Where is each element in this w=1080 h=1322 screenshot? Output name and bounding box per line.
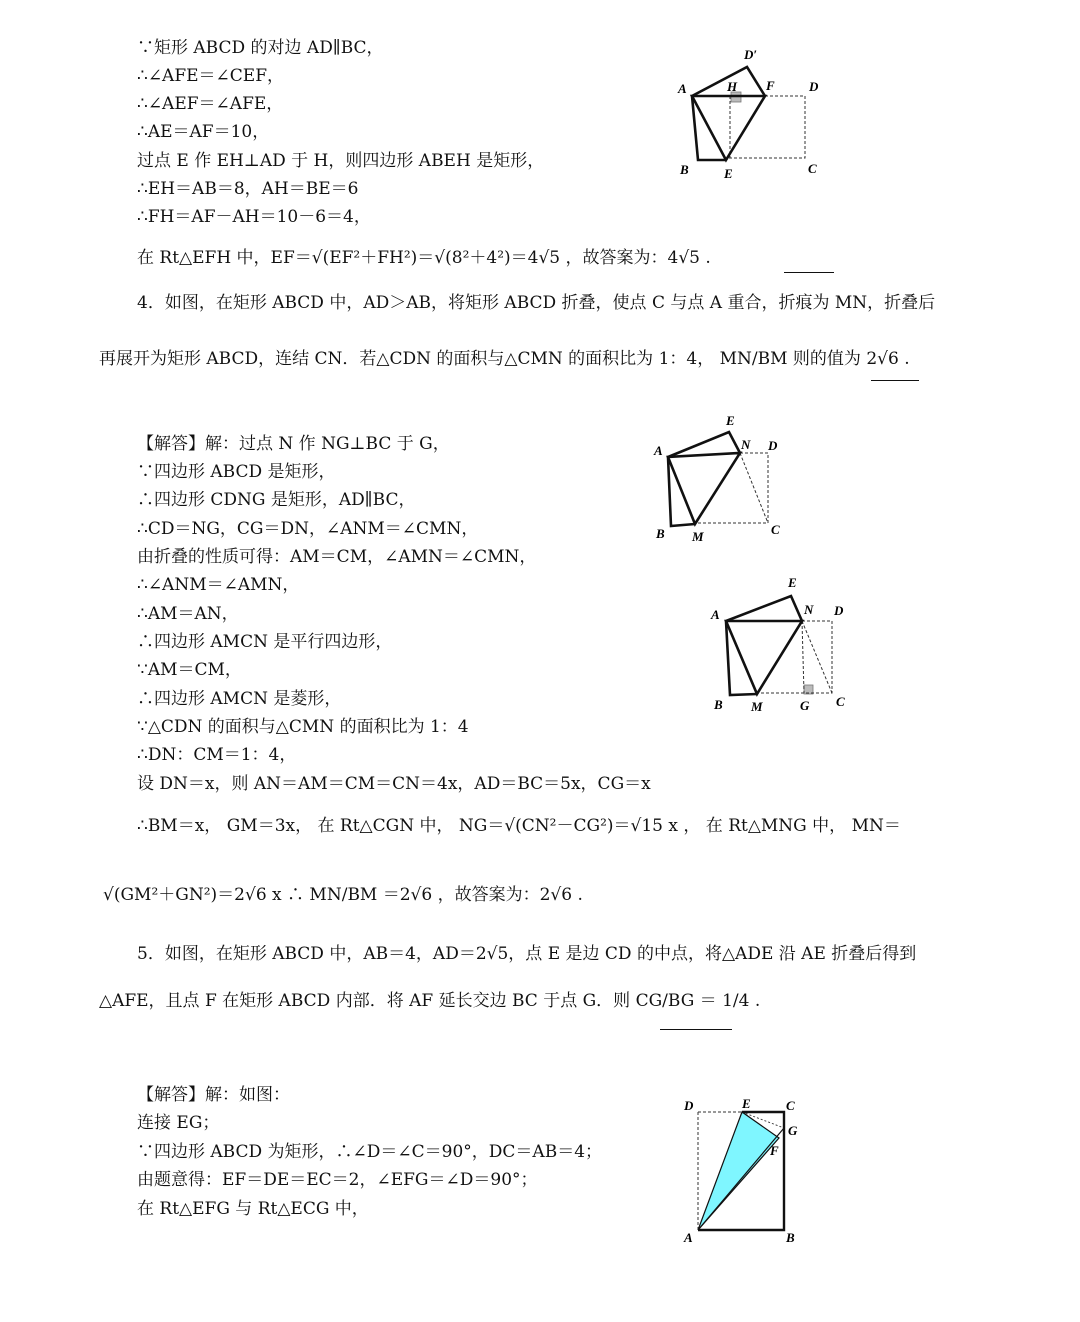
text-line: ∴AM＝AN， — [137, 604, 239, 624]
text-line: ∴四边形 AMCN 是菱形， — [137, 689, 342, 709]
label-A: A — [684, 1230, 693, 1245]
label-C: C — [808, 161, 817, 176]
label-D: D — [834, 603, 844, 618]
label-C: C — [786, 1098, 795, 1113]
label-C: C — [836, 694, 845, 709]
text-line: ∴BM＝x， GM＝3x， 在 Rt△CGN 中， NG＝√(CN²－CG²)＝√15 x ， 在 Rt△MNG 中， MN＝ — [137, 816, 901, 836]
label-D: D — [809, 79, 819, 94]
label-B: B — [786, 1230, 795, 1245]
label-M: M — [692, 529, 704, 544]
label-M: M — [751, 699, 763, 714]
text-line: 设 DN＝x，则 AN＝AM＝CM＝CN＝4x，AD＝BC＝5x，CG＝x — [137, 774, 651, 794]
label-C: C — [771, 522, 780, 537]
figure-fold-rectangle-3 — [705, 572, 855, 717]
text-line: 过点 E 作 EH⊥AD 于 H，则四边形 ABEH 是矩形， — [137, 151, 545, 171]
text-line: ∵AM＝CM， — [137, 660, 242, 680]
label-A: A — [711, 607, 720, 622]
label-A: A — [678, 81, 687, 96]
label-H: H — [727, 79, 738, 94]
text-line: ∴CD＝NG，CG＝DN，∠ANM＝∠CMN， — [137, 519, 479, 539]
text-line: ∴∠AEF＝∠AFE， — [137, 94, 284, 114]
text-line: 【解答】解：如图： — [137, 1085, 290, 1105]
label-E: E — [788, 575, 797, 590]
problem5-line2: △AFE，且点 F 在矩形 ABCD 内部．将 AF 延长交边 BC 于点 G．则 CG/BG ＝ 1/4 . — [99, 991, 761, 1011]
label-B: B — [714, 697, 723, 712]
label-F: F — [766, 78, 775, 93]
label-G: G — [800, 698, 810, 713]
figure-rectangle-shaded — [680, 1095, 810, 1250]
text-line: ∴四边形 CDNG 是矩形，AD∥BC， — [137, 490, 416, 510]
label-E: E — [726, 413, 735, 428]
text-line: ∴AE＝AF＝10， — [137, 122, 270, 142]
label-N: N — [741, 437, 751, 452]
answer-underline — [660, 1029, 732, 1030]
label-N: N — [804, 602, 814, 617]
label-E: E — [742, 1096, 751, 1111]
label-D: D — [684, 1098, 694, 1113]
label-A: A — [654, 443, 663, 458]
text-line: 由题意得：EF＝DE＝EC＝2，∠EFG＝∠D＝90°； — [137, 1170, 538, 1190]
label-E: E — [724, 166, 733, 181]
label-F: F — [770, 1143, 779, 1158]
problem4-line2: 再展开为矩形 ABCD，连结 CN．若△CDN 的面积与△CMN 的面积比为 1：4， MN/BM 则的值为 2√6 . — [99, 349, 910, 369]
text-line: √(GM²＋GN²)＝2√6 x ∴ MN/BM ＝2√6 ，故答案为：2√6 . — [103, 885, 583, 905]
text-line: ∴四边形 AMCN 是平行四边形， — [137, 632, 393, 652]
problem5-line1: 5．如图，在矩形 ABCD 中，AB＝4，AD＝2√5，点 E 是边 CD 的中点，将△ADE 沿 AE 折叠后得到 — [137, 944, 917, 964]
text-line: ∴∠ANM＝∠AMN， — [137, 575, 300, 595]
text-line: ∴∠AFE＝∠CEF， — [137, 66, 284, 86]
text-line: 【解答】解：过点 N 作 NG⊥BC 于 G， — [137, 434, 450, 454]
label-D-prime: D′ — [744, 47, 758, 62]
answer-underline — [784, 272, 834, 273]
label-B: B — [680, 162, 689, 177]
label-D: D — [768, 438, 778, 453]
text-line: ∵四边形 ABCD 是矩形， — [137, 462, 336, 482]
text-line: 在 Rt△EFH 中，EF＝√(EF²＋FH²)＝√(8²＋4²)＝4√5 ，故答案为：4√5 . — [137, 248, 711, 268]
label-B: B — [656, 526, 665, 541]
text-line: 在 Rt△EFG 与 Rt△ECG 中， — [137, 1199, 369, 1219]
text-line: 连接 EG； — [137, 1113, 220, 1133]
answer-underline — [871, 380, 919, 381]
text-line: ∵△CDN 的面积与△CMN 的面积比为 1：4 — [137, 717, 469, 737]
text-line: ∴EH＝AB＝8，AH＝BE＝6 — [137, 179, 359, 199]
text-line: 由折叠的性质可得：AM＝CM，∠AMN＝∠CMN， — [137, 547, 537, 567]
text-line: ∵矩形 ABCD 的对边 AD∥BC， — [137, 38, 384, 58]
text-line: ∵四边形 ABCD 为矩形，∴∠D＝∠C＝90°，DC＝AB＝4； — [137, 1142, 603, 1162]
text-line: ∴FH＝AF－AH＝10－6＝4， — [137, 207, 371, 227]
label-G: G — [788, 1123, 798, 1138]
text-line: ∴DN：CM＝1：4， — [137, 745, 297, 765]
problem4-line1: 4．如图，在矩形 ABCD 中，AD＞AB，将矩形 ABCD 折叠，使点 C 与点 A 重合，折痕为 MN，折叠后 — [137, 293, 936, 313]
figure-fold-rectangle-1 — [660, 40, 830, 185]
figure-fold-rectangle-2 — [650, 408, 790, 548]
